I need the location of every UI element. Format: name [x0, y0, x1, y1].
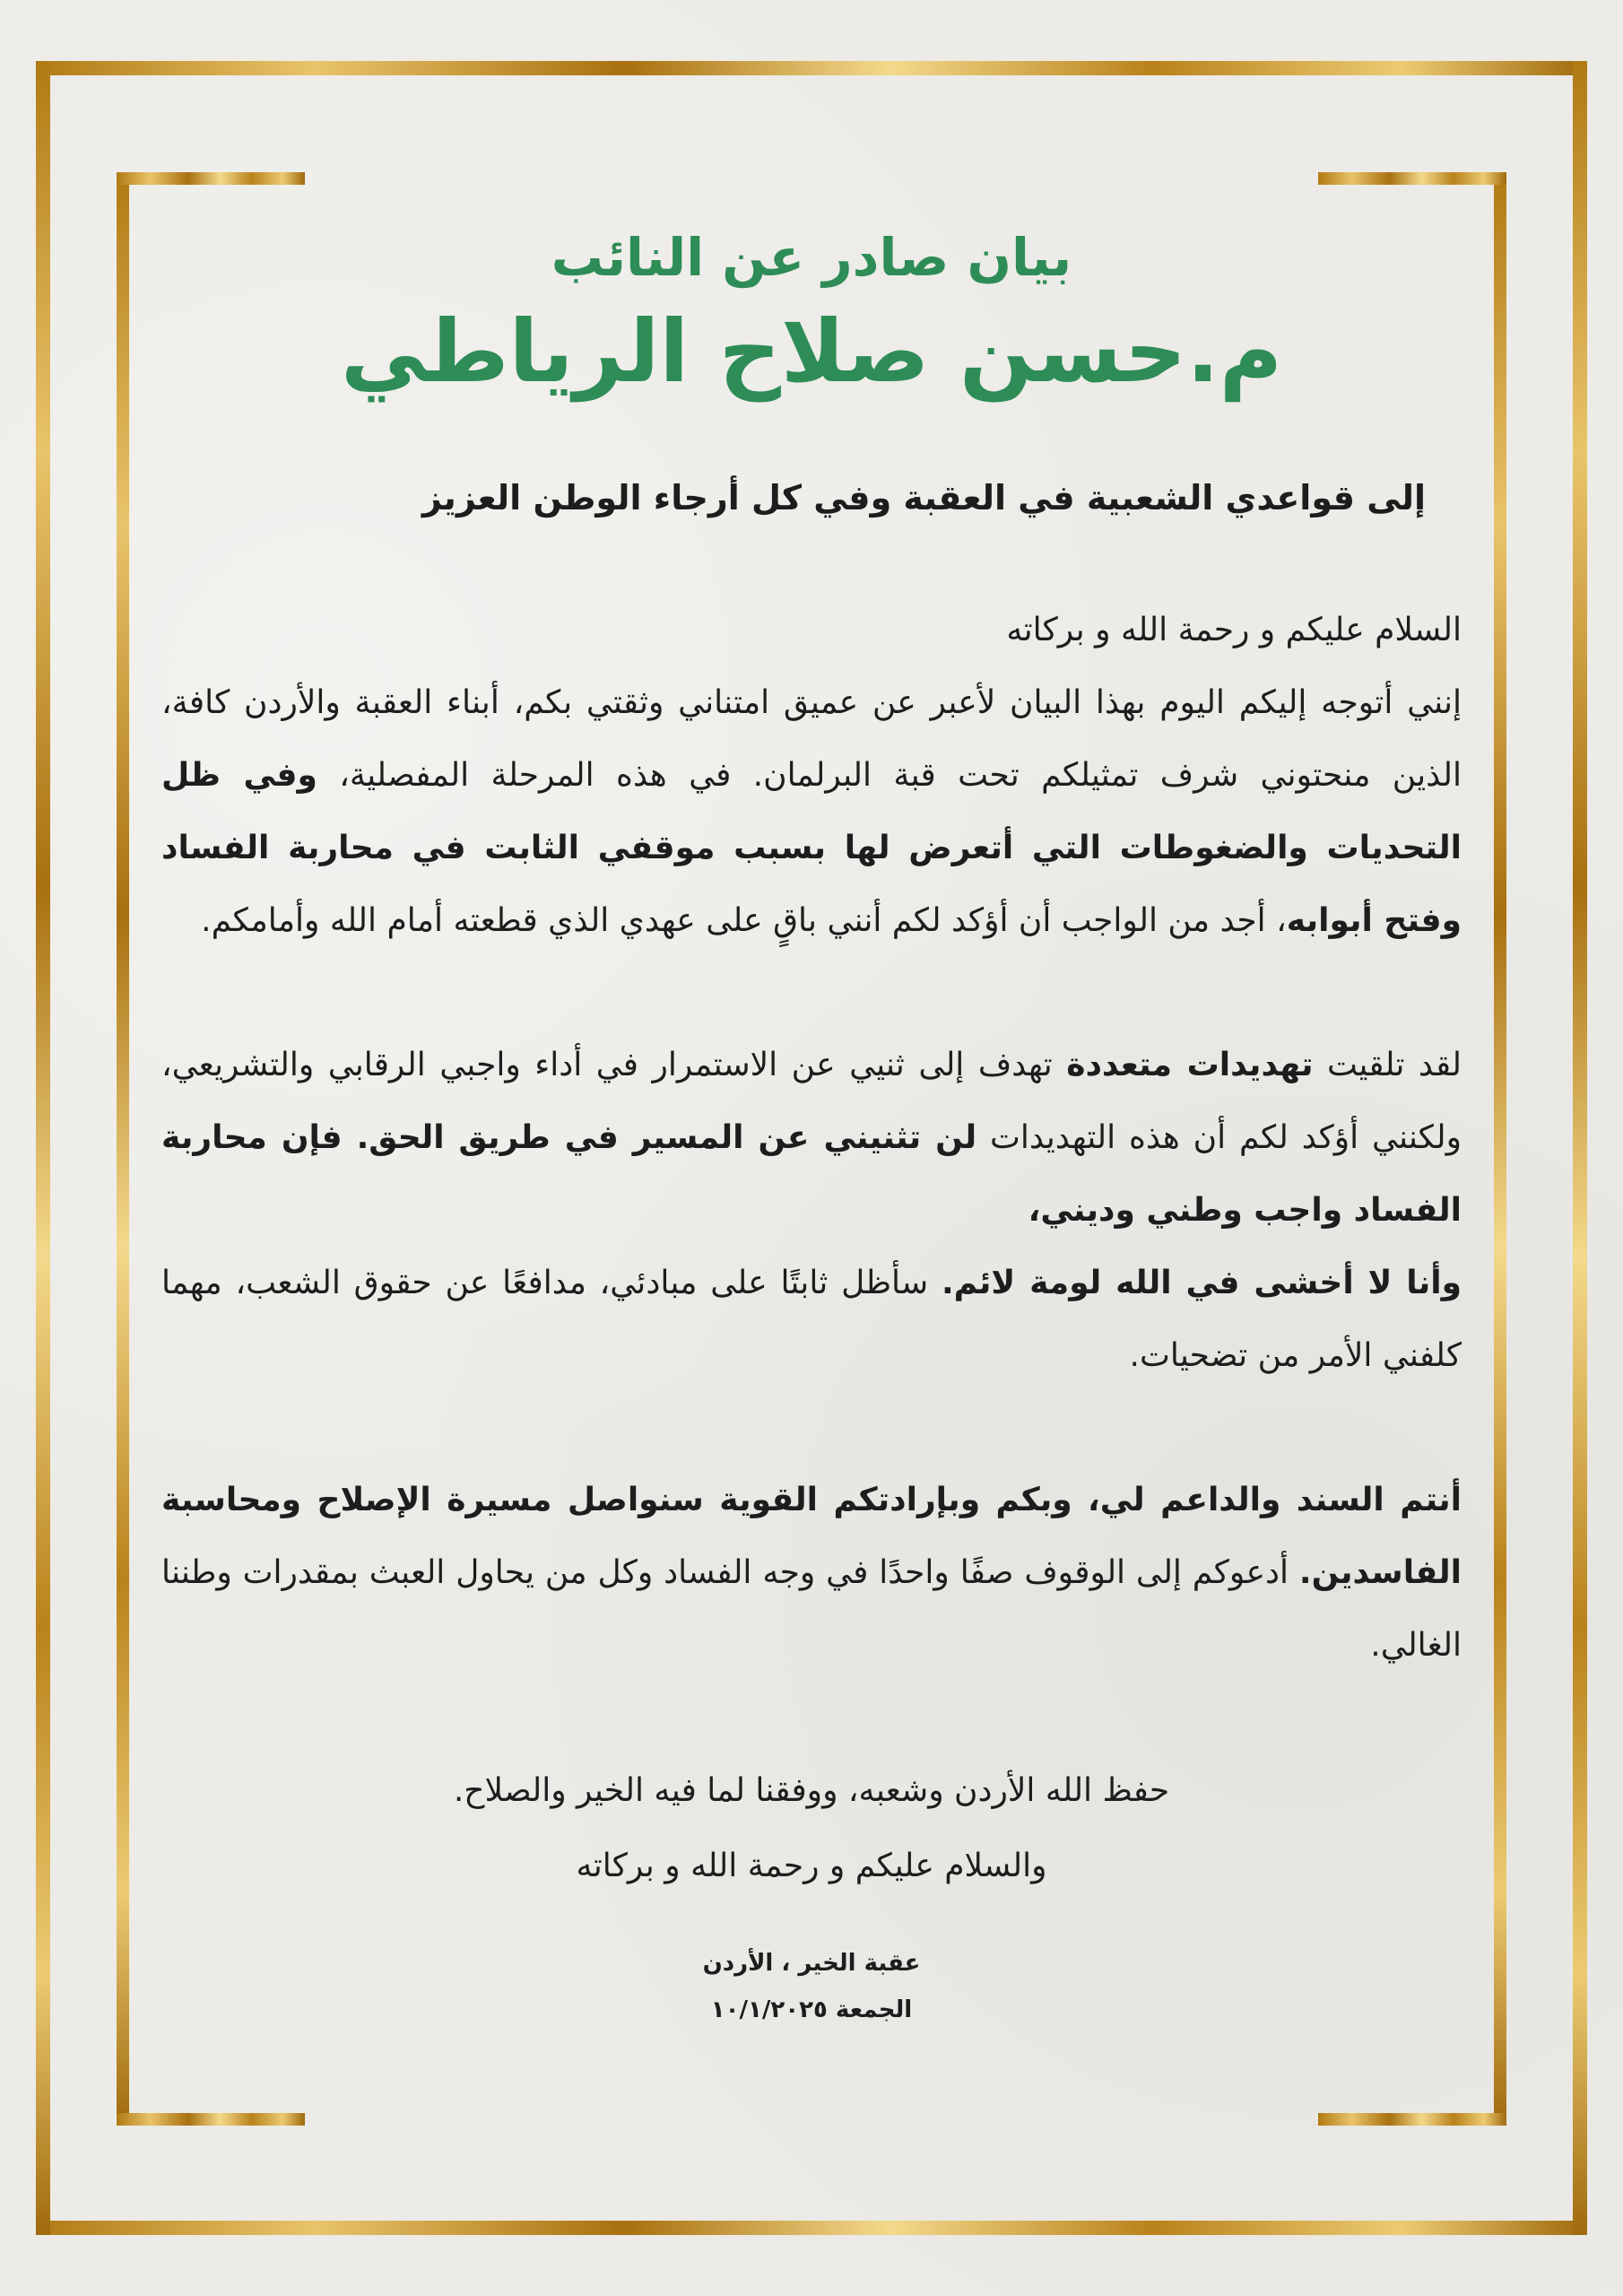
- frame-right-border: [1573, 61, 1587, 2235]
- right-bracket-bottom: [1318, 2113, 1506, 2126]
- paragraph-3: [161, 1464, 1462, 1682]
- closing-prayer: حفظ الله الأردن وشعبه، ووفقنا لما فيه الخير والصلاح.: [453, 1771, 1170, 1809]
- address-line: إلى قواعدي الشعبية في العقبة وفي كل أرجاء الوطن العزيز: [421, 477, 1426, 517]
- closing: [161, 1753, 1462, 1904]
- paragraph-1: [161, 666, 1462, 957]
- p2-text-2: تهدف إلى ثنيي عن الاستمرار في أداء واجبي الرقابي والتشريعي، ولكنني أؤكد لكم أن هذه التهديدات: [161, 1046, 1462, 1156]
- statement-content: [161, 224, 1462, 2033]
- left-bracket-bottom: [117, 2113, 305, 2126]
- greeting: السلام عليكم و رحمة الله و بركاته: [1006, 611, 1462, 648]
- mp-name: م.حسن صلاح الرياطي: [340, 301, 1283, 403]
- p1-text-2: ، أجد من الواجب أن أؤكد لكم أنني باقٍ على عهدي الذي قطعته أمام الله وأمامكم.: [201, 901, 1287, 939]
- right-bracket-top: [1318, 172, 1506, 185]
- p1-text-1: إنني أتوجه إليكم اليوم بهذا البيان لأعبر عن عميق امتناني وثقتي بكم، أبناء العقبة والأردن كافة، الذين منحتوني شرف تمثيلكم تحت قبة البرلمان. في هذه المرحلة المفصلية،: [161, 683, 1462, 794]
- p2-bold-1: تهديدات متعددة: [1066, 1046, 1314, 1083]
- closing-greeting: والسلام عليكم و رحمة الله و بركاته: [576, 1847, 1047, 1884]
- p2-bold-2: لن تثنيني عن المسير في طريق الحق. فإن محاربة الفساد واجب وطني وديني،: [161, 1118, 1462, 1229]
- p3-bold-1: أنتم السند والداعم لي، وبكم وبإرادتكم القوية سنواصل مسيرة الإصلاح ومحاسبة الفاسدين.: [161, 1481, 1462, 1591]
- right-bracket-vertical: [1494, 172, 1506, 2126]
- p3-text-1: أدعوكم إلى الوقوف صفًا واحدًا في وجه الفساد وكل من يحاول العبث بمقدرات وطننا الغالي.: [161, 1553, 1462, 1664]
- paragraph-2: [161, 1029, 1462, 1392]
- left-bracket-vertical: [117, 172, 129, 2126]
- p1-bold-1: وفي ظل التحديات والضغوطات التي أتعرض لها بسبب موقفي الثابت في محاربة الفساد وفتح أبوابه: [161, 756, 1462, 939]
- statement-title: بيان صادر عن النائب: [551, 227, 1072, 288]
- p2-text-3: سأظل ثابتًا على مبادئي، مدافعًا عن حقوق الشعب، مهما كلفني الأمر من تضحيات.: [161, 1264, 1462, 1374]
- footer-place: عقبة الخير ، الأردن: [702, 1949, 921, 1977]
- p2-text-1: لقد تلقيت: [1313, 1046, 1462, 1083]
- left-bracket-top: [117, 172, 305, 185]
- frame-top-border: [36, 61, 1587, 75]
- footer: [161, 1940, 1462, 2033]
- frame-left-border: [36, 61, 50, 2235]
- footer-date: الجمعة ١٠/١/٢٠٢٥: [710, 1996, 913, 2023]
- frame-bottom-border: [36, 2221, 1587, 2235]
- p2-bold-3: وأنا لا أخشى في الله لومة لائم.: [941, 1264, 1462, 1301]
